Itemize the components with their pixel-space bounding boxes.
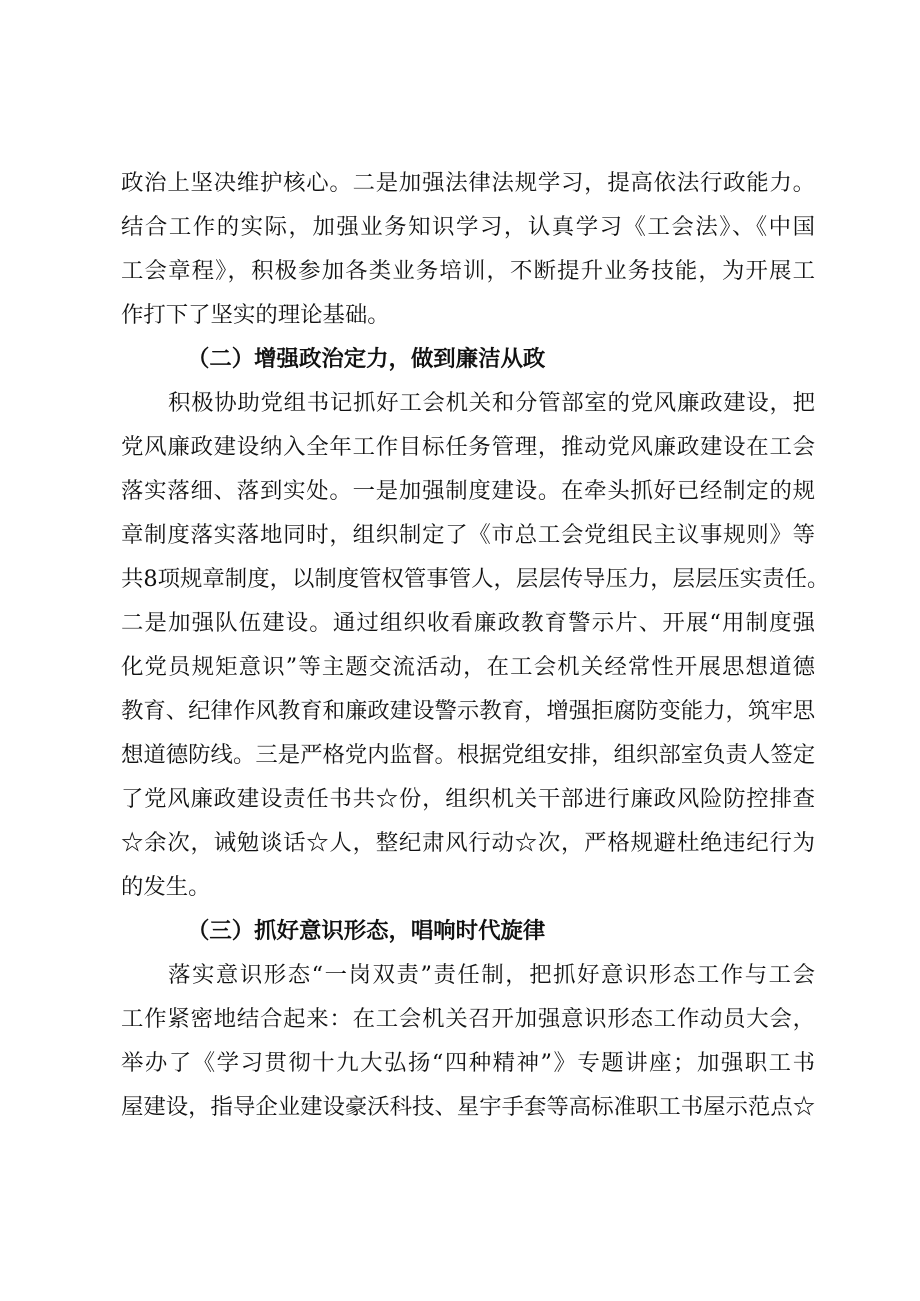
paragraph-line: 落实落细、落到实处。一是加强制度建设。在牵头抓好已经制定的规 [121, 478, 815, 504]
paragraph-line: 结合工作的实际，加强业务知识学习，认真学习《工会法》、《中国 [121, 214, 815, 240]
paragraph-line: 共8项规章制度，以制度管权管事管人，层层传导压力，层层压实责任。 [121, 566, 830, 592]
paragraph-line: 二是加强队伍建设。通过组织收看廉政教育警示片、开展“用制度强 [121, 610, 815, 636]
paragraph-line: 落实意识形态“一岗双责”责任制，把抓好意识形态工作与工会 [168, 962, 815, 988]
paragraph-line: 政治上坚决维护核心。二是加强法律法规学习，提高依法行政能力。 [121, 170, 815, 196]
paragraph-line: 了党风廉政建设责任书共☆份，组织机关干部进行廉政风险防控排查 [121, 786, 815, 812]
paragraph-line: 作打下了坚实的理论基础。 [121, 302, 390, 328]
paragraph-line: 的发生。 [121, 874, 211, 900]
paragraph-line: 积极协助党组书记抓好工会机关和分管部室的党风廉政建设，把 [168, 390, 815, 416]
paragraph-line: 章制度落实落地同时，组织制定了《市总工会党组民主议事规则》等 [121, 522, 815, 548]
paragraph-line: ☆余次，诫勉谈话☆人，整纪肃风行动☆次，严格规避杜绝违纪行为 [121, 830, 815, 856]
section-heading: （二）增强政治定力，做到廉洁从政 [187, 346, 546, 372]
paragraph-line: 想道德防线。三是严格党内监督。根据党组安排，组织部室负责人签定 [121, 742, 816, 768]
section-heading: （三）抓好意识形态，唱响时代旋律 [187, 918, 546, 944]
paragraph-line: 化党员规矩意识”等主题交流活动，在工会机关经常性开展思想道德 [121, 654, 815, 680]
paragraph-line: 教育、纪律作风教育和廉政建设警示教育，增强拒腐防变能力，筑牢思 [121, 698, 816, 724]
paragraph-line: 工会章程》，积极参加各类业务培训，不断提升业务技能，为开展工 [121, 258, 815, 284]
paragraph-line: 举办了《学习贯彻十九大弘扬“四种精神”》专题讲座；加强职工书 [121, 1050, 815, 1076]
paragraph-line: 党风廉政建设纳入全年工作目标任务管理，推动党风廉政建设在工会 [121, 434, 815, 460]
paragraph-line: 工作紧密地结合起来：在工会机关召开加强意识形态工作动员大会， [121, 1006, 815, 1032]
paragraph-line: 屋建设，指导企业建设豪沃科技、星宇手套等高标准职工书屋示范点☆ [121, 1094, 816, 1120]
